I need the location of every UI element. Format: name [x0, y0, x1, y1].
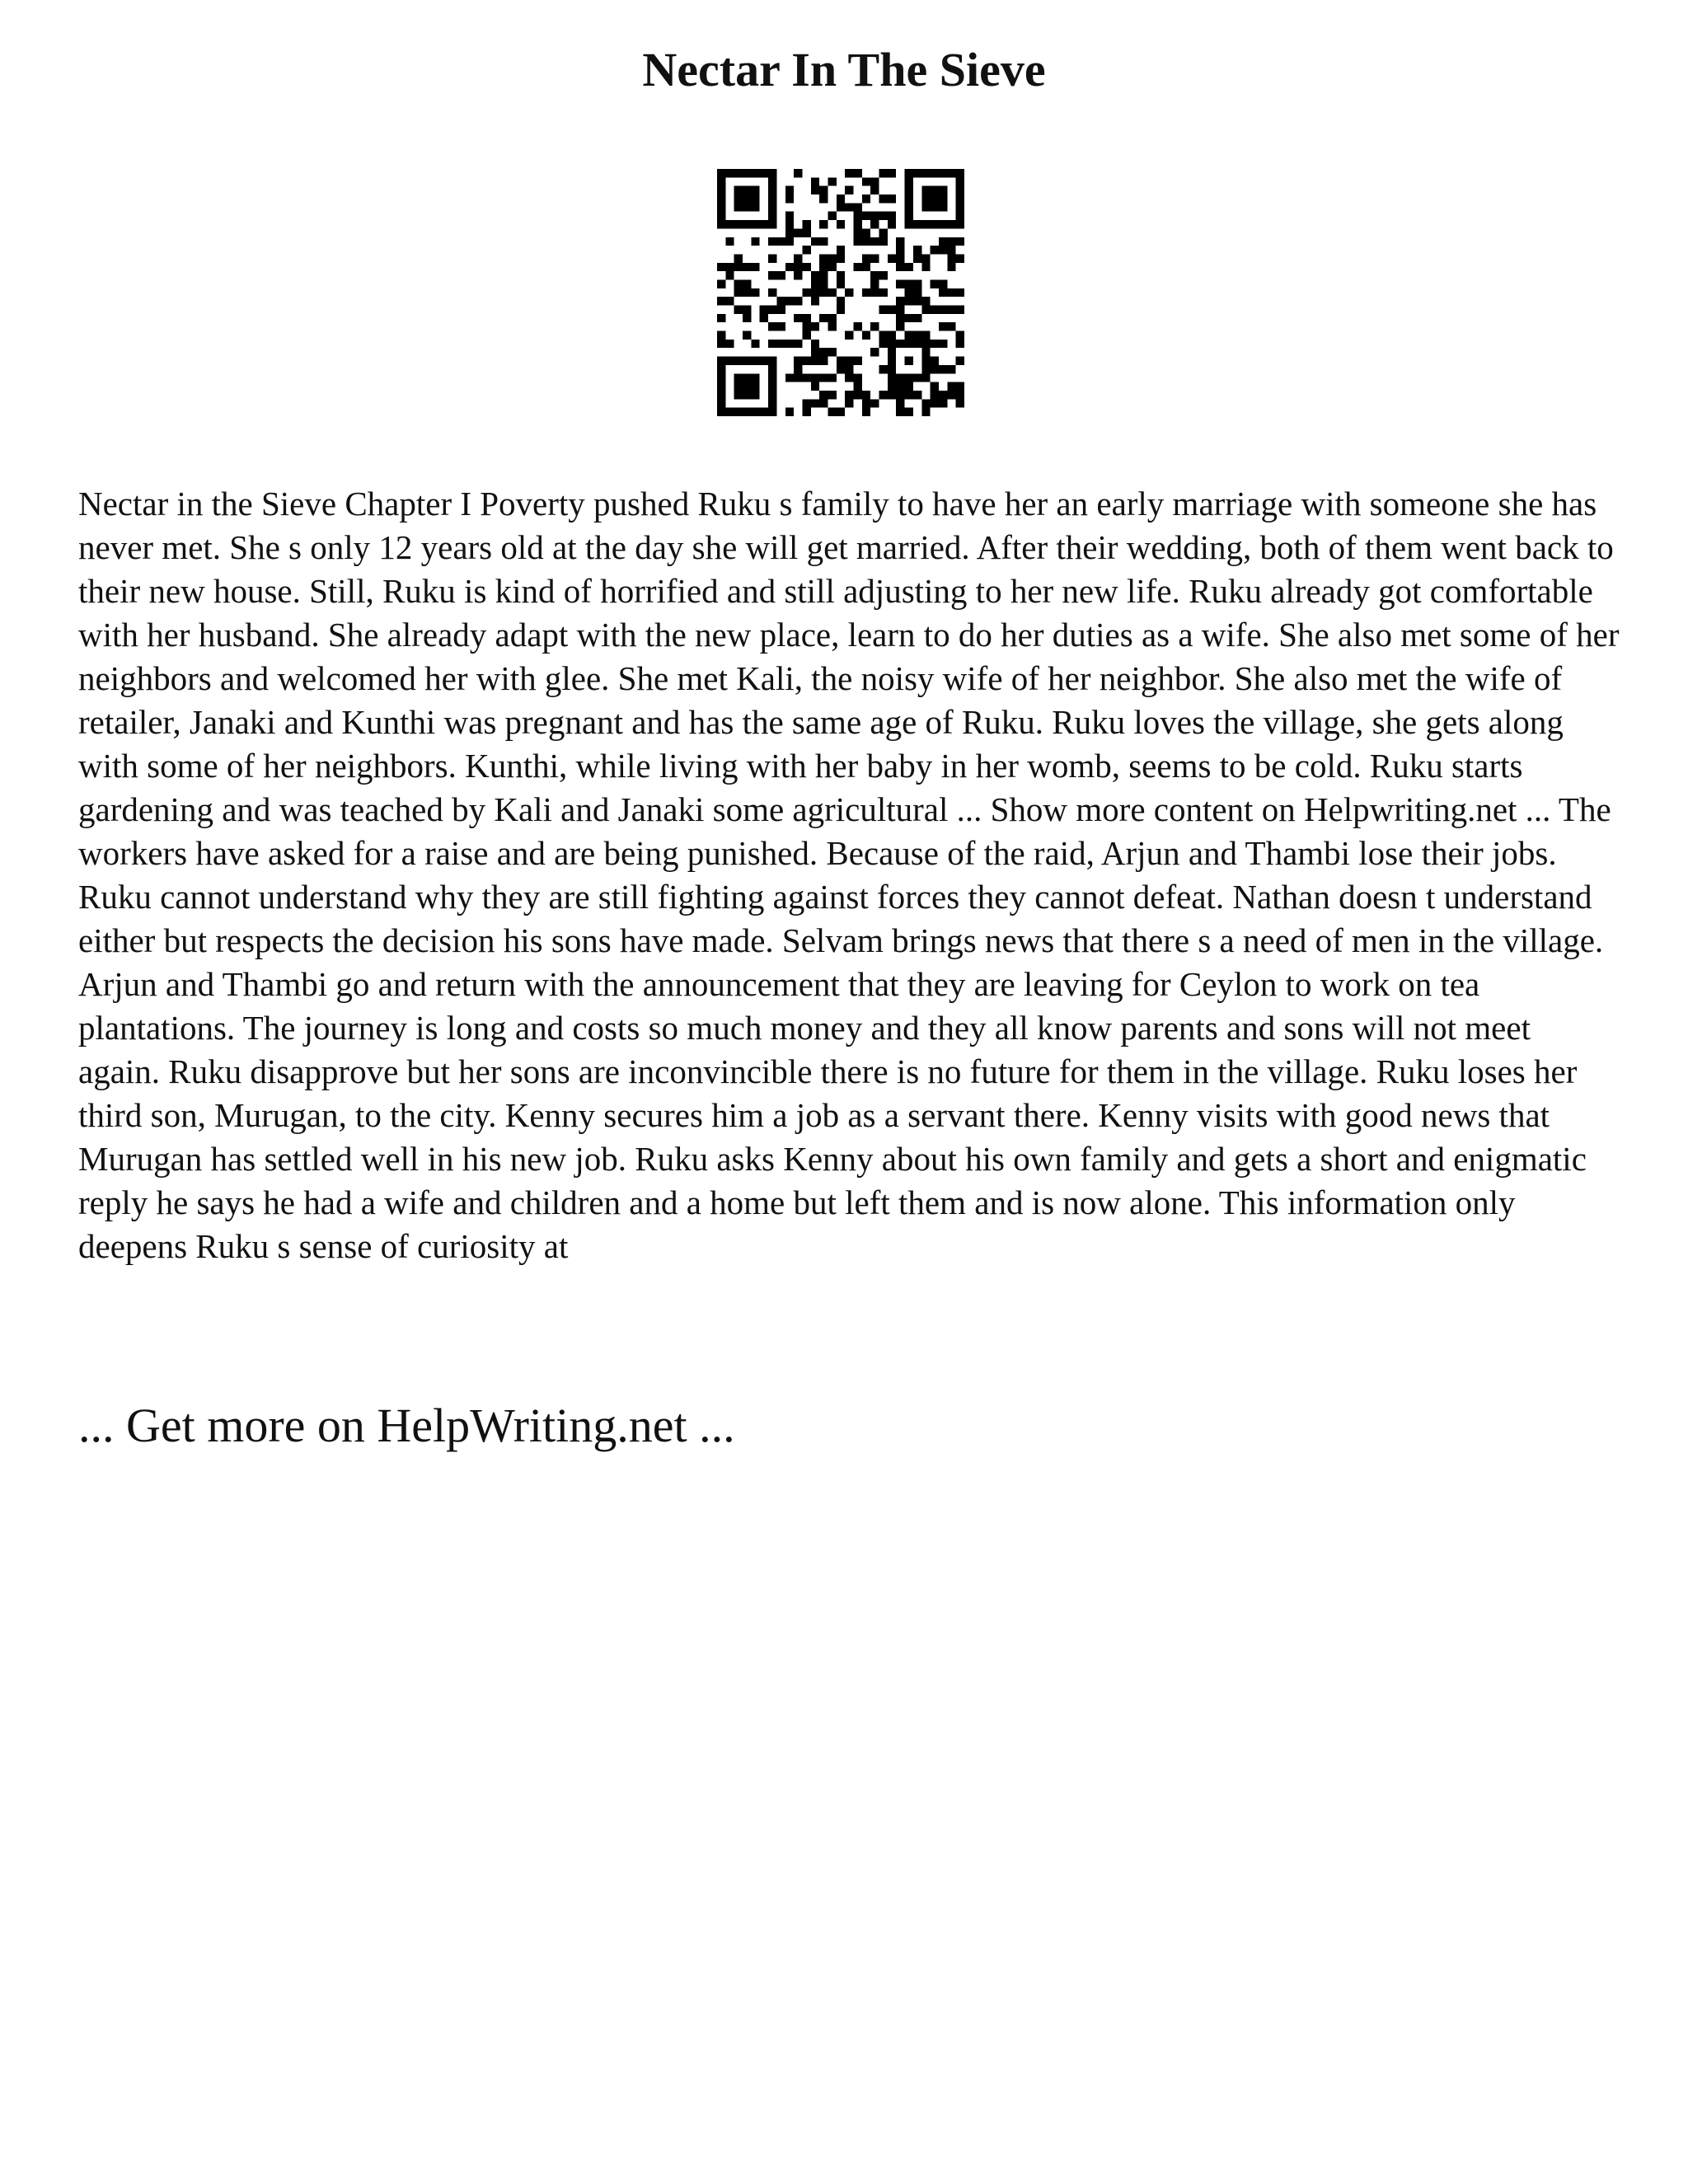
get-more-link[interactable]: ... Get more on HelpWriting.net ... [78, 1399, 735, 1452]
qr-code-icon [717, 169, 964, 416]
document-title: Nectar In The Sieve [642, 43, 1046, 96]
document-body-text: Nectar in the Sieve Chapter I Poverty pushed Ruku s family to have her an early marriage with someone she has never met. She s only 12 years old at the day she will get married. After their wedding, both of them went back to their new house. Still, Ruku is kind of horrified and still adjusting to her new life. Ruku already got comfortable with her husband. She already adapt with the new place, learn to do her duties as a wife. She also met some of her neighbors and welcomed her with glee. She met Kali, the noisy wife of her neighbor. She also met the wife of retailer, Janaki and Kunthi was pregnant and has the same age of Ruku. Ruku loves the village, she gets along with some of her neighbors. Kunthi, while living with her baby in her womb, seems to be cold. Ruku starts gardening and was teached by Kali and Janaki some agricultural ... Show more content on Helpwriting.net ... The workers have asked for a raise and are being punished. Because of the raid, Arjun and Thambi lose their jobs. Ruku cannot understand why they are still fighting against forces they cannot defeat. Nathan doesn t understand either but respects the decision his sons have made. Selvam brings news that there s a need of men in the village. Arjun and Thambi go and return with the announcement that they are leaving for Ceylon to work on tea plantations. The journey is long and costs so much money and they all know parents and sons will not meet again. Ruku disapprove but her sons are inconvincible there is no future for them in the village. Ruku loses her third son, Murugan, to the city. Kenny secures him a job as a servant there. Kenny visits with good news that Murugan has settled well in his new job. Ruku asks Kenny about his own family and gets a short and enigmatic reply he says he had a wife and children and a home but left them and is now alone. This information only deepens Ruku s sense of curiosity at [78, 485, 1620, 1265]
